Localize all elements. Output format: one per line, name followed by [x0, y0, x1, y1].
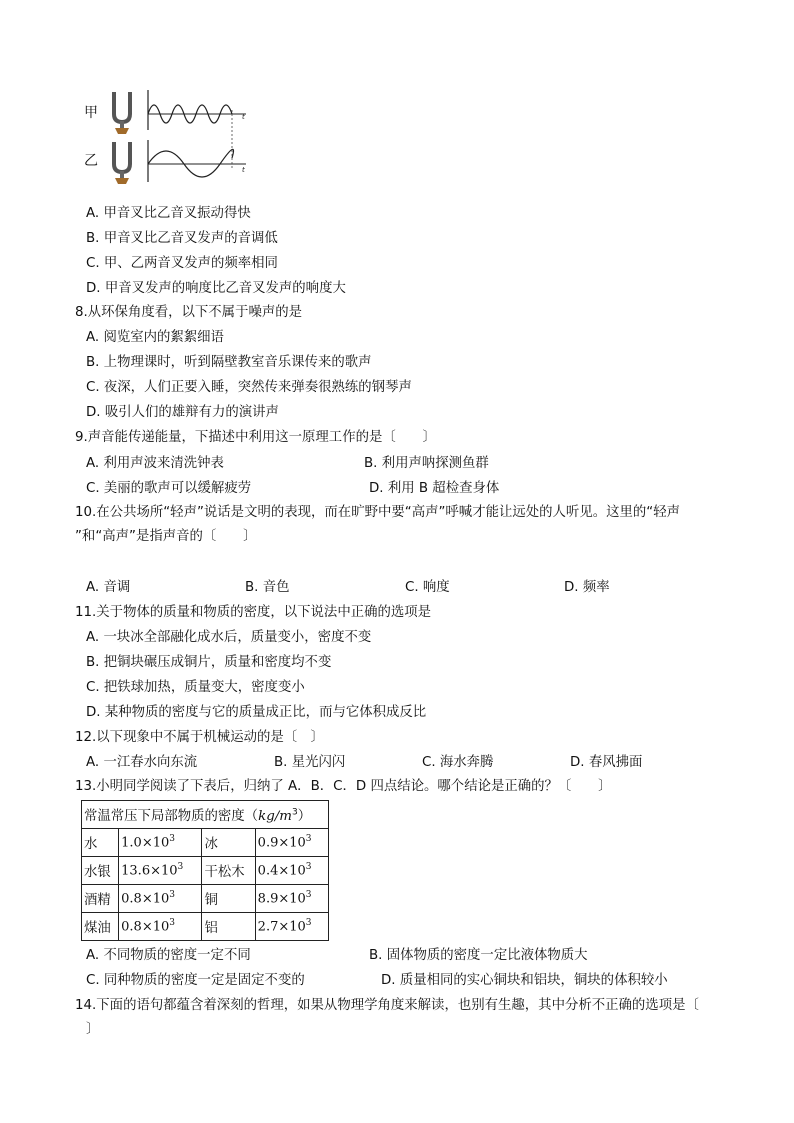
q9-option-b: B. 利用声呐探测鱼群 [364, 456, 489, 471]
tuning-fork-figure [84, 88, 254, 188]
q13-option-d: D. 质量相同的实心铜块和铝块，铜块的体积较小 [381, 973, 668, 988]
q14-stem-line1: 14.下面的语句都蕴含着深刻的哲理，如果从物理学角度来解读，也别有生趣，其中分析不正确的选项是〔 [75, 998, 699, 1013]
q10-option-c: C. 响度 [405, 580, 450, 595]
svg-text:t: t [242, 166, 245, 174]
q7-option-b: B. 甲音叉比乙音叉发声的音调低 [86, 231, 278, 246]
tuning-fork-b-icon [114, 142, 130, 184]
q8-option-a: A. 阅览室内的絮絮细语 [86, 330, 224, 345]
q13-option-c: C. 同种物质的密度一定是固定不变的 [86, 973, 305, 988]
q12-option-b: B. 星光闪闪 [274, 755, 346, 770]
q10-option-a: A. 音调 [86, 580, 131, 595]
tuning-fork-a-icon [114, 92, 130, 134]
q8-stem: 8.从环保角度看，以下不属于噪声的是 [75, 305, 303, 320]
svg-text:t: t [242, 113, 245, 121]
table-row: 水银 $13.6\times 10^3$ 干松木 $0.4\times 10^3$ [82, 857, 329, 885]
q9-option-a: A. 利用声波来清洗钟表 [86, 456, 224, 471]
q9-option-c: C. 美丽的歌声可以缓解疲劳 [86, 481, 252, 496]
q12-option-a: A. 一江春水向东流 [86, 755, 198, 770]
q11-option-d: D. 某种物质的密度与它的质量成正比，而与它体积成反比 [86, 705, 427, 720]
q11-option-b: B. 把铜块碾压成铜片，质量和密度均不变 [86, 655, 332, 670]
waveform-diagram [84, 88, 254, 188]
q11-stem: 11.关于物体的质量和物质的密度，以下说法中正确的选项是 [75, 605, 432, 620]
table-row: 煤油 $0.8\times 10^3$ 铝 $2.7\times 10^3$ [82, 913, 329, 941]
q9-stem: 9.声音能传递能量，下描述中利用这一原理工作的是〔 〕 [75, 430, 436, 445]
q12-option-c: C. 海水奔腾 [422, 755, 494, 770]
q10-option-b: B. 音色 [245, 580, 290, 595]
density-table-header: 常温常压下局部物质的密度$(kg/m^3)$ [82, 801, 329, 829]
figure-label-yi: 乙 [84, 153, 98, 169]
q7-option-d: D. 甲音叉发声的响度比乙音叉发声的响度大 [86, 281, 346, 296]
q13-option-b: B. 固体物质的密度一定比液体物质大 [369, 948, 588, 963]
q13-option-a: A. 不同物质的密度一定不同 [86, 948, 251, 963]
table-row: 水 $1.0\times 10^3$ 冰 $0.9\times 10^3$ [82, 829, 329, 857]
q11-option-c: C. 把铁球加热，质量变大，密度变小 [86, 680, 305, 695]
q12-option-d: D. 春风拂面 [570, 755, 643, 770]
q9-option-d: D. 利用 B 超检查身体 [369, 481, 500, 496]
density-table [81, 800, 329, 941]
waveform-b [148, 149, 234, 177]
q14-stem-line2: 〕 [86, 1022, 100, 1037]
q12-stem: 12.以下现象中不属于机械运动的是〔 〕 [75, 730, 324, 745]
q8-option-c: C. 夜深，人们正要入睡，突然传来弹奏很熟练的钢琴声 [86, 380, 412, 395]
q13-stem: 13.小明同学阅读了下表后，归纳了 A．B．C．D 四点结论。哪个结论是正确的？〔 〕 [75, 779, 612, 794]
q7-option-a: A. 甲音叉比乙音叉振动得快 [86, 206, 251, 221]
table-row: 酒精 $0.8\times 10^3$ 铜 $8.9\times 10^3$ [82, 885, 329, 913]
q7-option-c: C. 甲、乙两音叉发声的频率相同 [86, 256, 278, 271]
figure-label-jia: 甲 [84, 105, 98, 121]
q8-option-b: B. 上物理课时，听到隔壁教室音乐课传来的歌声 [86, 355, 372, 370]
q10-option-d: D. 频率 [564, 580, 610, 595]
q10-stem-line2: ”和“高声”是指声音的〔 〕 [75, 529, 257, 544]
q11-option-a: A. 一块冰全部融化成水后，质量变小，密度不变 [86, 630, 372, 645]
q10-stem-line1: 10.在公共场所“轻声”说话是文明的表现，而在旷野中要“高声”呼喊才能让远处的人听见。这里的“轻声 [75, 505, 680, 520]
q8-option-d: D. 吸引人们的雄辩有力的演讲声 [86, 405, 279, 420]
